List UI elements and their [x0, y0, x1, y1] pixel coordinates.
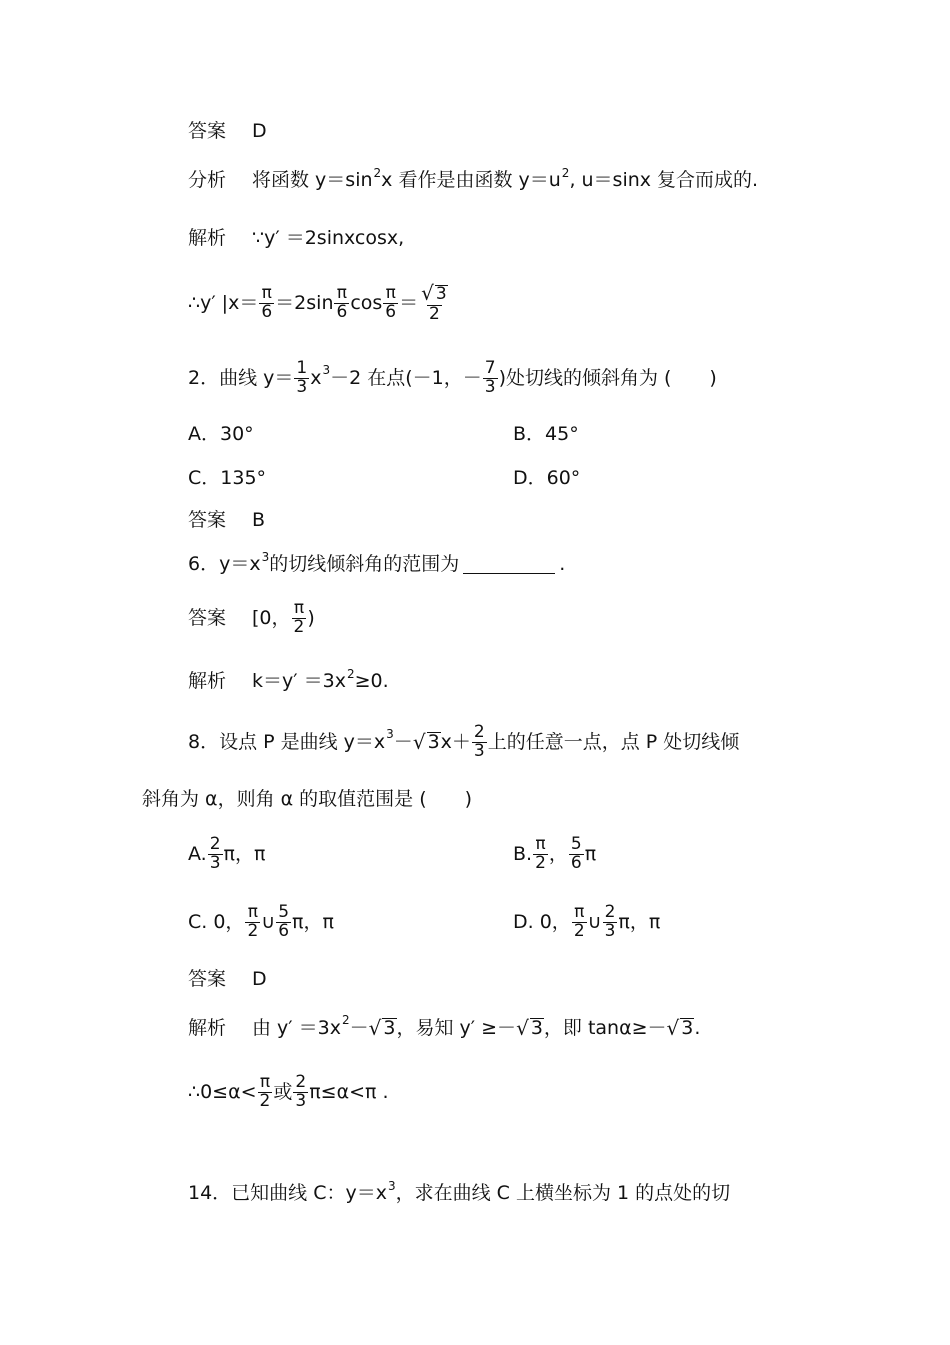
denominator: 3 [295, 1090, 307, 1111]
fraction [334, 285, 349, 322]
superscript: 2 [561, 165, 570, 180]
fraction [472, 724, 487, 761]
question-6 [188, 549, 566, 575]
numerator: π [259, 1072, 271, 1092]
numerator: 1 [296, 358, 308, 378]
numerator: 2 [295, 1072, 307, 1092]
solution-text: ∴y′ |x＝ [188, 291, 259, 314]
question-text: 8．设点 P 是曲线 y＝x [188, 730, 386, 753]
superscript: 3 [387, 1178, 396, 1193]
solution-text: ＝2sin [275, 291, 334, 314]
fraction [294, 360, 309, 397]
answer-label: 答案 [188, 509, 227, 531]
option-text: D．60° [513, 467, 581, 489]
solution-text: ∵y′ ＝2sinxcosx, [252, 227, 405, 249]
question-8-line-2 [142, 790, 472, 809]
radical-sign: √ [412, 730, 426, 755]
denominator: 2 [429, 303, 440, 324]
fraction [258, 1074, 273, 1111]
numerator: π [293, 598, 305, 618]
option-text: B．45° [513, 423, 579, 445]
fraction [245, 904, 260, 941]
solution-text: cos [350, 291, 383, 314]
answer-label: 答案 [188, 606, 227, 629]
solution-text: k＝y′ ＝3x [252, 670, 346, 692]
option-c [188, 904, 334, 941]
solution-label: 解析 [188, 670, 227, 692]
fraction [483, 360, 498, 397]
analysis-line-1 [188, 165, 759, 191]
denominator: 2 [535, 852, 546, 873]
numerator: π [385, 283, 396, 303]
denominator: 6 [385, 301, 397, 322]
option-text: A．30° [188, 423, 254, 445]
question-text: 上的任意一点，点 P 处切线倾 [487, 730, 740, 753]
solution-label: 解析 [188, 227, 227, 249]
answer-value: D [252, 120, 267, 142]
answer-text: ) [307, 606, 315, 629]
question-8 [188, 724, 739, 761]
radicand: 3 [435, 284, 447, 305]
denominator: 3 [296, 376, 308, 397]
solution-text: ＝ [399, 291, 419, 314]
option-text: π，π [223, 842, 266, 865]
question-14 [188, 1178, 731, 1204]
solution-line-8 [188, 1013, 701, 1040]
radical-sign: √ [666, 1016, 680, 1040]
solution-text: . [694, 1016, 701, 1039]
sqrt [421, 283, 448, 304]
denominator: 6 [570, 852, 582, 873]
question-text: )处切线的倾斜角为 ( ) [498, 366, 717, 389]
denominator: 3 [604, 920, 616, 941]
superscript: 3 [261, 549, 270, 564]
answer-line-6 [188, 600, 315, 637]
question-text: －2 在点(－1，－ [330, 366, 482, 389]
question-text: . [559, 553, 566, 575]
denominator: 2 [573, 920, 585, 941]
denominator: 6 [261, 301, 273, 322]
question-text: x＋ [440, 730, 471, 753]
option-c [188, 469, 266, 488]
option-d [513, 904, 660, 941]
question-text: － [393, 730, 413, 753]
option-text: D. 0， [513, 910, 571, 933]
solution-line-1 [188, 229, 404, 248]
answer-text: [0， [252, 606, 291, 629]
superscript: 3 [386, 727, 394, 742]
numerator: 2 [209, 834, 221, 854]
numerator: 2 [473, 722, 485, 742]
analysis-text: x 看作是由函数 y＝u [381, 169, 561, 191]
solution-text: ，即 tanα≥－ [543, 1016, 667, 1039]
question-text: 14．已知曲线 C：y＝x [188, 1182, 387, 1204]
option-text: B. [513, 842, 533, 865]
superscript: 2 [373, 165, 382, 180]
radical-sign: √ [516, 1016, 529, 1040]
fraction [293, 1074, 308, 1111]
question-text: 斜角为 α，则角 α 的取值范围是 ( ) [142, 788, 473, 810]
question-text: 的切线倾斜角的范围为 [269, 553, 460, 575]
option-text: ∪ [587, 910, 602, 933]
numerator: π [336, 283, 348, 303]
answer-label: 答案 [188, 120, 227, 142]
solution-text: π≤α<π . [309, 1080, 389, 1103]
superscript: 2 [346, 666, 355, 681]
radicand: 3 [681, 1017, 694, 1039]
answer-blank [463, 555, 555, 574]
analysis-text: 将函数 y＝sin [252, 169, 373, 191]
option-text: π [584, 842, 597, 865]
option-b [513, 425, 579, 444]
numerator: π [535, 834, 546, 854]
option-text: π，π [292, 910, 334, 933]
sqrt [412, 730, 441, 755]
option-text: C．135° [188, 467, 267, 489]
superscript: 2 [342, 1013, 350, 1027]
fraction [569, 836, 584, 873]
solution-label: 解析 [188, 1016, 227, 1039]
option-a [188, 425, 254, 444]
answer-value: D [252, 968, 267, 990]
option-text: A. [188, 842, 207, 865]
numerator: π [261, 283, 272, 303]
numerator [419, 283, 450, 305]
denominator: 3 [484, 376, 496, 397]
denominator: 3 [473, 740, 485, 761]
sqrt [369, 1018, 397, 1038]
fraction [259, 285, 274, 322]
answer-line-1 [188, 122, 267, 141]
fraction [383, 285, 398, 322]
fraction [208, 836, 223, 873]
numerator: 7 [484, 358, 496, 378]
option-text: π，π [618, 910, 661, 933]
denominator: 3 [209, 852, 221, 873]
radical-sign: √ [421, 281, 434, 305]
denominator: 2 [247, 920, 259, 941]
radicand: 3 [383, 1017, 396, 1039]
radicand: 3 [427, 731, 440, 754]
solution-text: ≥0. [354, 670, 389, 692]
denominator: 2 [259, 1090, 271, 1111]
solution-text: ∴0≤α< [188, 1080, 257, 1103]
numerator: 5 [278, 902, 290, 922]
denominator: 6 [278, 920, 290, 941]
denominator: 6 [336, 301, 348, 322]
solution-text: － [349, 1016, 369, 1039]
question-text: 6．y＝x [188, 553, 261, 575]
superscript: 3 [322, 363, 331, 378]
fraction [276, 904, 291, 941]
radicand: 3 [530, 1017, 543, 1039]
analysis-label: 分析 [188, 169, 227, 191]
answer-line-8 [188, 970, 267, 989]
numerator: π [247, 902, 258, 922]
question-text: x [310, 366, 322, 389]
sqrt [516, 1018, 544, 1038]
numerator: 5 [570, 834, 582, 854]
fraction [603, 904, 618, 941]
radical-sign: √ [368, 1016, 382, 1040]
fraction [292, 600, 307, 637]
question-text: ，求在曲线 C 上横坐标为 1 的点处的切 [395, 1182, 731, 1204]
fraction [572, 904, 587, 941]
answer-line-2 [188, 511, 265, 530]
analysis-text: , u＝sinx 复合而成的. [569, 169, 759, 191]
option-a [188, 836, 265, 873]
sqrt [667, 1018, 695, 1038]
solution-text: 由 y′ ＝3x [252, 1016, 341, 1039]
question-2 [188, 360, 717, 397]
option-d [513, 469, 580, 488]
solution-line-6 [188, 666, 389, 692]
fraction [533, 836, 548, 873]
fraction [419, 283, 450, 324]
numerator: 2 [604, 902, 616, 922]
solution-line-1b [188, 283, 451, 324]
solution-text: ，易知 y′ ≥－ [396, 1016, 517, 1039]
option-text: C. 0， [188, 910, 245, 933]
denominator: 2 [293, 616, 305, 637]
option-text: ∪ [261, 910, 276, 933]
question-text: 2．曲线 y＝ [188, 366, 294, 389]
numerator: π [574, 902, 585, 922]
solution-text: 或 [273, 1080, 293, 1103]
option-b [513, 836, 596, 873]
answer-label: 答案 [188, 968, 227, 990]
option-text: ， [548, 842, 568, 865]
solution-line-8b [188, 1074, 389, 1111]
answer-value: B [252, 509, 266, 531]
